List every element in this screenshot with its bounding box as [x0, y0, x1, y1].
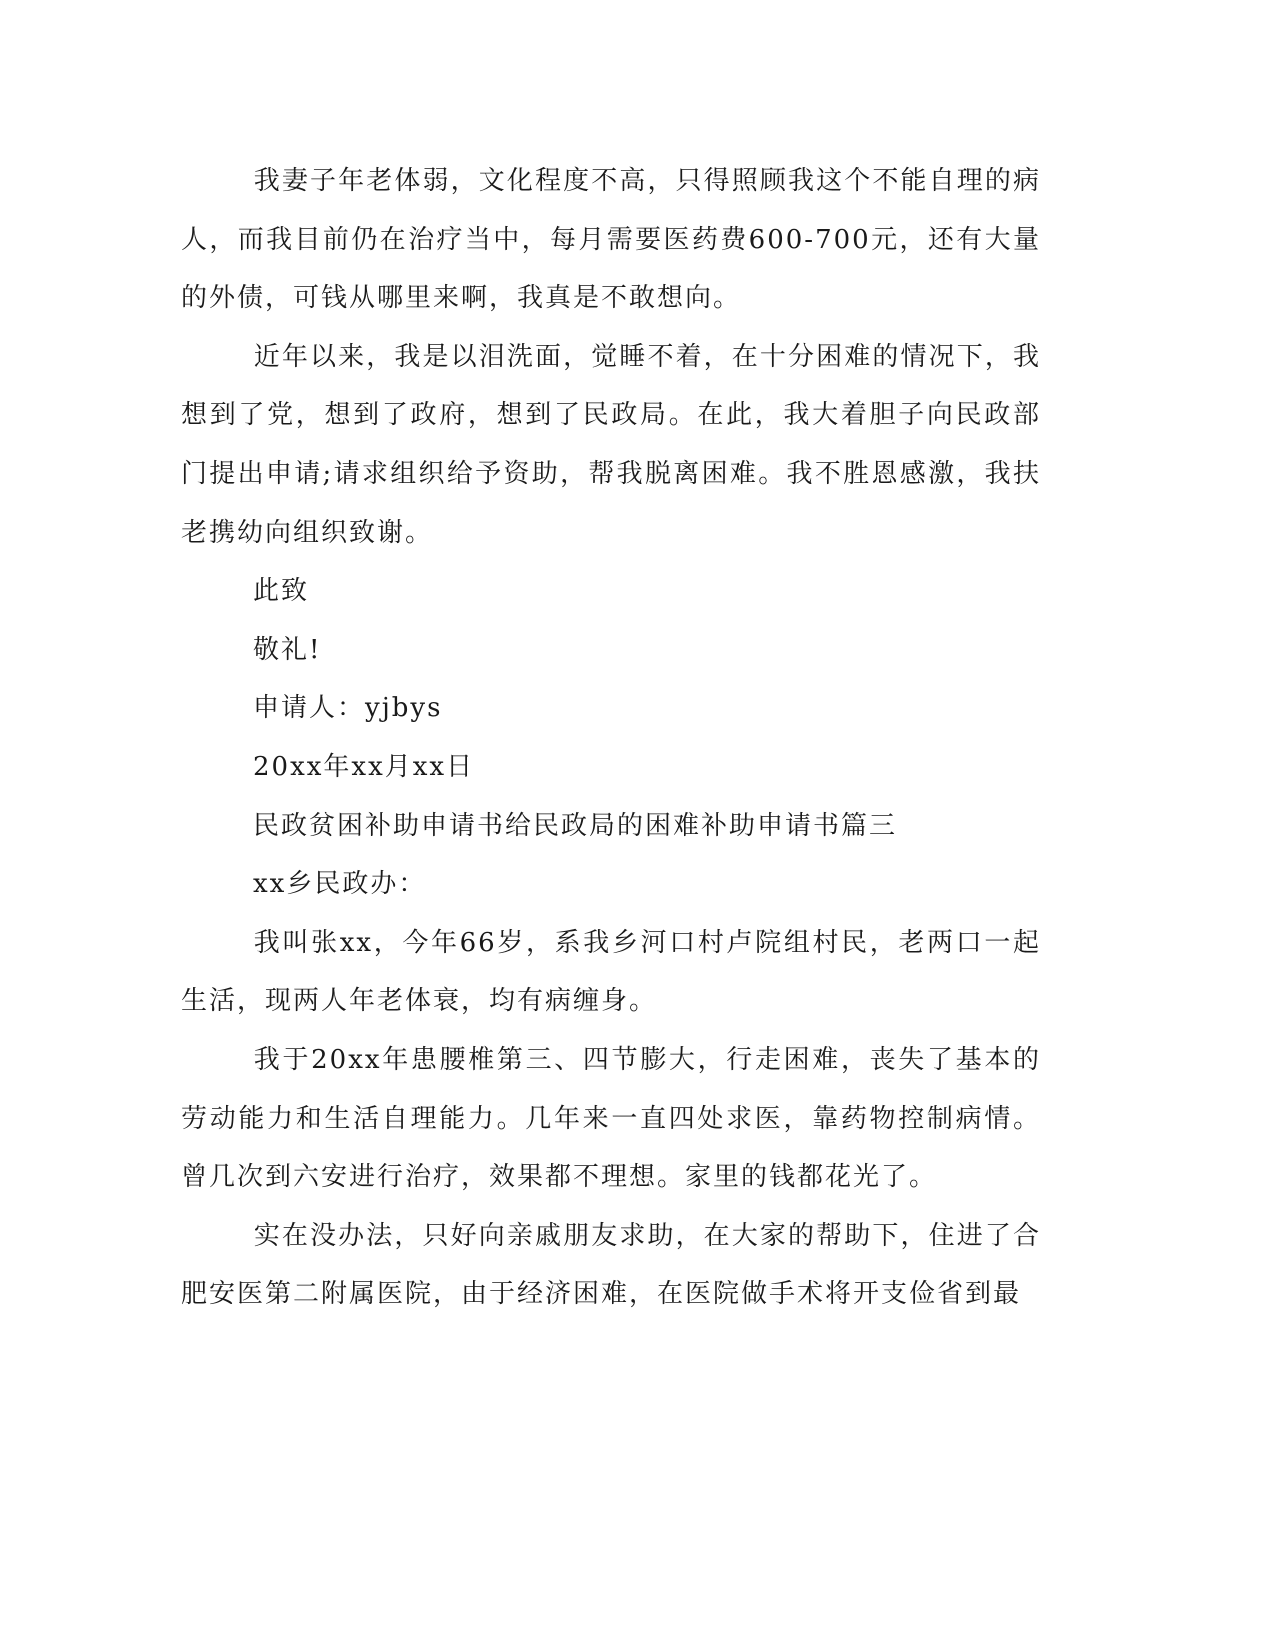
applicant-signature: 申请人：yjbys	[253, 693, 443, 724]
closing-salutation-jing-li: 敬礼!	[253, 634, 322, 665]
section-title: 民政贫困补助申请书给民政局的困难补助申请书篇三	[253, 810, 898, 841]
closing-salutation-ci-zhi: 此致	[253, 576, 310, 607]
application-date: 20xx年xx月xx日	[253, 751, 475, 782]
paragraph-wife-medical-costs: 我妻子年老体弱，文化程度不高，只得照顾我这个不能自理的病人，而我目前仍在治疗当中，每月需要医药费600-700元，还有大量的外债，可钱从哪里来啊，我真是不敢想向。	[181, 166, 1041, 314]
document-body	[181, 152, 1041, 1324]
paragraph-illness-history: 我于20xx年患腰椎第三、四节膨大，行走困难，丧失了基本的劳动能力和生活自理能力。几年来一直四处求医，靠药物控制病情。曾几次到六安进行治疗，效果都不理想。家里的钱都花光了。	[181, 1044, 1041, 1193]
addressee: xx乡民政办：	[253, 869, 427, 900]
paragraph-request-assistance: 近年以来，我是以泪洗面，觉睡不着，在十分困难的情况下，我想到了党，想到了政府，想到了民政局。在此，我大着胆子向民政部门提出申请;请求组织给予资助，帮我脱离困难。我不胜恩感激，我扶老携幼向组织致谢。	[181, 341, 1041, 548]
paragraph-hospital-treatment: 实在没办法，只好向亲戚朋友求助，在大家的帮助下，住进了合肥安医第二附属医院，由于经济困难，在医院做手术将开支俭省到最	[181, 1220, 1041, 1310]
paragraph-self-introduction: 我叫张xx，今年66岁，系我乡河口村卢院组村民，老两口一起生活，现两人年老体衰，均有病缠身。	[181, 927, 1041, 1017]
